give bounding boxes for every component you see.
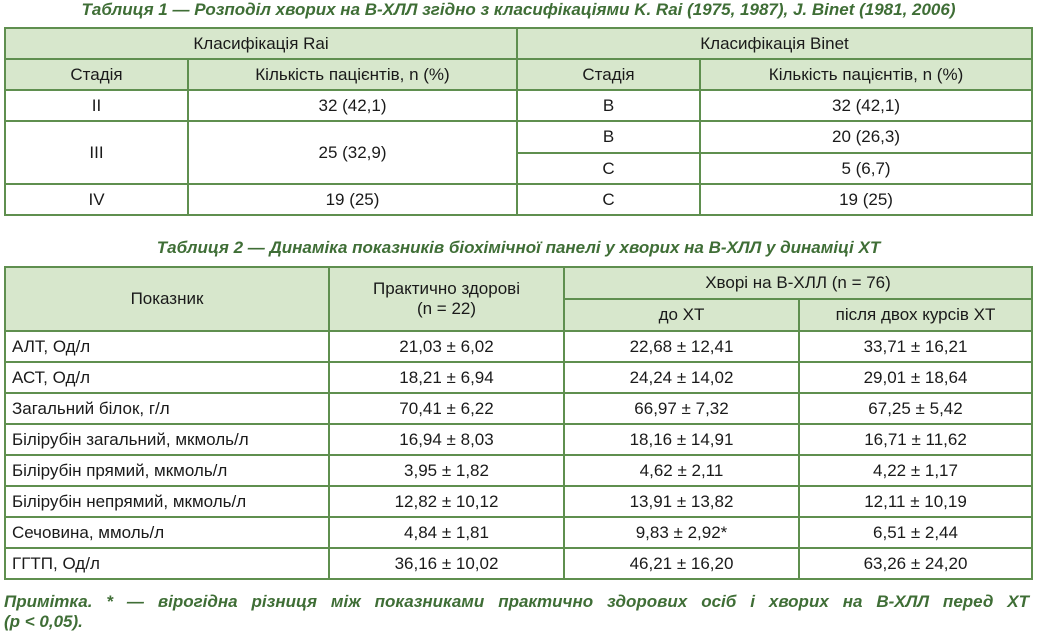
before-cell: 4,62 ± 2,11 [564, 455, 799, 486]
binet-count-cell: 32 (42,1) [700, 90, 1032, 121]
table1-col-binet-count: Кількість пацієнтів, n (%) [700, 59, 1032, 90]
before-cell: 46,21 ± 16,20 [564, 548, 799, 579]
table2-row [5, 486, 1032, 517]
footnote-line-2: (р < 0,05). [4, 612, 83, 631]
indicator-cell: Загальний білок, г/л [5, 393, 329, 424]
table1-row [5, 90, 1032, 121]
table2-col-healthy-n: (n = 22) [416, 299, 477, 318]
after-cell: 4,22 ± 1,17 [799, 455, 1032, 486]
table2-col-before: до ХТ [564, 299, 799, 331]
table2-row [5, 517, 1032, 548]
binet-stage-cell: B [517, 90, 700, 121]
healthy-cell: 16,94 ± 8,03 [329, 424, 564, 455]
after-cell: 63,26 ± 24,20 [799, 548, 1032, 579]
healthy-cell: 70,41 ± 6,22 [329, 393, 564, 424]
table2-row [5, 455, 1032, 486]
footnote-line-1: Примітка. * — вірогідна різниця між показниками практично здорових осіб і хворих на В-ХЛЛ перед ХТ [4, 592, 1029, 611]
after-cell: 12,11 ± 10,19 [799, 486, 1032, 517]
rai-count-cell: 32 (42,1) [188, 90, 517, 121]
healthy-cell: 3,95 ± 1,82 [329, 455, 564, 486]
indicator-cell: Сечовина, ммоль/л [5, 517, 329, 548]
binet-count-cell: 19 (25) [700, 184, 1032, 215]
table2-row [5, 362, 1032, 393]
before-cell: 22,68 ± 12,41 [564, 331, 799, 362]
indicator-cell: Білірубін непрямий, мкмоль/л [5, 486, 329, 517]
table1-caption: Таблиця 1 — Розподіл хворих на В-ХЛЛ згідно з класифікаціями K. Rai (1975, 1987), J. Binet (1981, 2006) [81, 0, 956, 19]
healthy-cell: 21,03 ± 6,02 [329, 331, 564, 362]
before-cell: 24,24 ± 14,02 [564, 362, 799, 393]
binet-count-cell: 5 (6,7) [700, 153, 1032, 184]
table1-col-rai-count: Кількість пацієнтів, n (%) [188, 59, 517, 90]
before-cell: 9,83 ± 2,92* [564, 517, 799, 548]
table2-col-indicator: Показник [5, 267, 329, 331]
table2-row [5, 331, 1032, 362]
after-cell: 33,71 ± 16,21 [799, 331, 1032, 362]
binet-stage-cell: C [517, 153, 700, 184]
indicator-cell: АСТ, Од/л [5, 362, 329, 393]
healthy-cell: 36,16 ± 10,02 [329, 548, 564, 579]
table1-row [5, 121, 1032, 153]
table2-row [5, 424, 1032, 455]
table2-col-patients: Хворі на В-ХЛЛ (n = 76) [564, 267, 1032, 299]
rai-stage-cell: IV [5, 184, 188, 215]
table1-col-binet-stage: Стадія [517, 59, 700, 90]
table2-row [5, 548, 1032, 579]
indicator-cell: Білірубін загальний, мкмоль/л [5, 424, 329, 455]
table1-group-binet: Класифікація Binet [517, 28, 1032, 59]
table2-caption: Таблиця 2 — Динаміка показників біохімічної панелі у хворих на В-ХЛЛ у динаміці ХТ [156, 238, 881, 257]
table1-rai-binet [4, 27, 1033, 216]
table2-footnote [4, 592, 1029, 632]
before-cell: 13,91 ± 13,82 [564, 486, 799, 517]
rai-count-cell: 19 (25) [188, 184, 517, 215]
after-cell: 16,71 ± 11,62 [799, 424, 1032, 455]
binet-count-cell: 20 (26,3) [700, 121, 1032, 153]
healthy-cell: 18,21 ± 6,94 [329, 362, 564, 393]
after-cell: 29,01 ± 18,64 [799, 362, 1032, 393]
table2-col-healthy [329, 267, 564, 331]
indicator-cell: Білірубін прямий, мкмоль/л [5, 455, 329, 486]
before-cell: 18,16 ± 14,91 [564, 424, 799, 455]
table2-row [5, 393, 1032, 424]
table2-col-healthy-label: Практично здорові [373, 279, 520, 298]
rai-count-cell: 25 (32,9) [188, 121, 517, 184]
rai-stage-cell: III [5, 121, 188, 184]
after-cell: 6,51 ± 2,44 [799, 517, 1032, 548]
indicator-cell: ГГТП, Од/л [5, 548, 329, 579]
rai-stage-cell: II [5, 90, 188, 121]
table1-row [5, 184, 1032, 215]
table1-group-rai: Класифікація Rai [5, 28, 517, 59]
binet-stage-cell: C [517, 184, 700, 215]
indicator-cell: АЛТ, Од/л [5, 331, 329, 362]
table2-biochemistry [4, 266, 1033, 580]
before-cell: 66,97 ± 7,32 [564, 393, 799, 424]
binet-stage-cell: B [517, 121, 700, 153]
healthy-cell: 4,84 ± 1,81 [329, 517, 564, 548]
table1-col-rai-stage: Стадія [5, 59, 188, 90]
healthy-cell: 12,82 ± 10,12 [329, 486, 564, 517]
table2-col-after: після двох курсів ХТ [799, 299, 1032, 331]
after-cell: 67,25 ± 5,42 [799, 393, 1032, 424]
